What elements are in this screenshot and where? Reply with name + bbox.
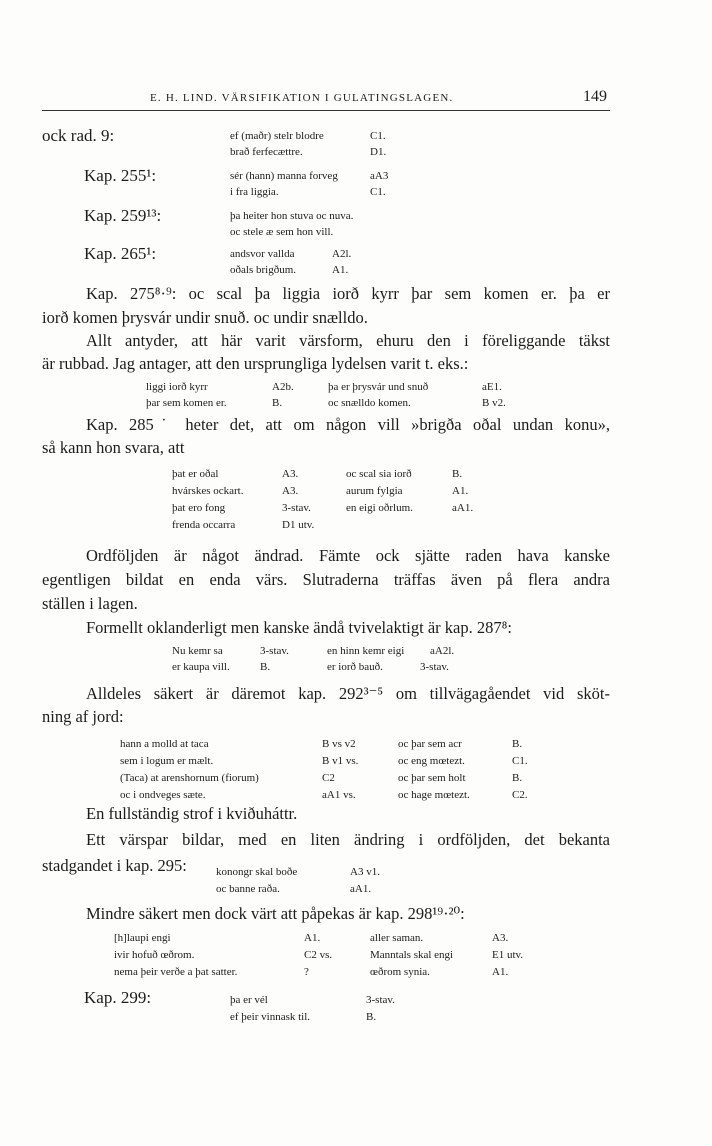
paragraph-line: ställen i lagen. bbox=[42, 594, 138, 613]
paragraph-line: Allt antyder, att här varit värsform, ehuru den i föreliggande täkst bbox=[86, 331, 610, 350]
running-header: E. H. LIND. VÄRSIFIKATION I GULATINGSLAGEN. bbox=[150, 92, 454, 104]
paragraph-line: egentligen bildat en enda värs. Slutraderna träffas även på flera andra bbox=[42, 570, 610, 589]
kap-label: Kap. 255¹: bbox=[84, 166, 157, 185]
verse-table: liggi iorð kyrr A2b. þa er þrysvár und snuð aE1. þar sem komen er. B. oc snælldo komen. B v2. bbox=[146, 381, 506, 409]
paragraph-line: Formellt oklanderligt men kanske ändå tvivelaktigt är kap. 287⁸: bbox=[86, 618, 512, 637]
kap-label: Kap. 299: bbox=[84, 988, 152, 1007]
paragraph-line: ning af jord: bbox=[42, 707, 124, 726]
paragraph-line: Mindre säkert men dock värt att påpekas är kap. 298¹⁹·²⁰: bbox=[86, 904, 465, 923]
paragraph-line: Ordföljden är något ändrad. Fämte ock sjätte raden hava kanske bbox=[86, 546, 610, 565]
paragraph-line: iorð komen þrysvár undir snuð. oc undir snælldo. bbox=[42, 308, 368, 327]
paragraph-line: Ett värspar bildar, med en liten ändring i ordföljden, det bekanta bbox=[86, 830, 610, 849]
paragraph-line: Kap. 275⁸·⁹: oc scal þa liggia iorð kyrr þar sem komen er. þa er bbox=[86, 284, 610, 303]
verse-table: þa er vél 3-stav. ef þeir vinnask til. B. bbox=[230, 994, 395, 1023]
paragraph-line: så kann hon svara, att bbox=[42, 438, 185, 457]
paragraph-line: En fullständig strof i kviðuháttr. bbox=[86, 804, 298, 823]
paragraph-line: Kap. 285˙ heter det, att om någon vill »brigða oðal undan konu», bbox=[86, 415, 610, 434]
paragraph-line: Alldeles säkert är däremot kap. 292³⁻⁵ om tillvägagåendet vid sköt- bbox=[86, 684, 610, 703]
verse-table: [h]laupi engi A1. aller saman. A3. ivir hofuð œðrom. C2 vs. Manntals skal engi E1 utv. nema þeir verðe a þat satter. ? œðrom synia. A1. bbox=[114, 932, 524, 978]
kap-label: Kap. 259¹³: bbox=[84, 206, 162, 225]
verse-table: þat er oðal A3. oc scal sia iorð B. hvárskes ockart. A3. aurum fylgia A1. þat ero fong 3-stav. en eigi oðrlum. aA1. frenda occarra D1 utv. bbox=[172, 468, 474, 531]
verse-table: Nu kemr sa 3-stav. en hinn kemr eigi aA2l. er kaupa vill. B. er iorð bauð. 3-stav. bbox=[172, 645, 455, 673]
paragraph-line: stadgandet i kap. 295: bbox=[42, 856, 187, 875]
verse-block: andsvor vallda A2l. oðals brigðum. A1. bbox=[230, 248, 352, 276]
intro-label: ock rad. 9: bbox=[42, 126, 115, 145]
header-rule bbox=[42, 110, 610, 111]
verse-block: ef (maðr) stelr blodre C1. brað ferfecættre. D1. bbox=[230, 130, 387, 158]
verse-table: konongr skal boðe A3 v1. oc banne raða. aA1. bbox=[216, 866, 380, 895]
kap-label: Kap. 265¹: bbox=[84, 244, 157, 263]
verse-block: sér (hann) manna forveg aA3 i fra liggia. C1. bbox=[230, 170, 389, 198]
page-number: 149 bbox=[583, 88, 607, 105]
verse-table: hann a molld at taca B vs v2 oc þar sem acr B. sem i logum er mælt. B v1 vs. oc eng mœtezt. C1. (Taca) at arenshornum (fiorum) C2 oc þar sem holt B. oc i ondveges sæte. aA1 vs. oc hage mœtezt. C2. bbox=[120, 738, 528, 801]
verse-block: þa heiter hon stuva oc nuva. oc stele æ sem hon vill. bbox=[230, 210, 354, 238]
paragraph-line: är rubbad. Jag antager, att den ursprungliga lydelsen varit t. eks.: bbox=[42, 354, 469, 373]
